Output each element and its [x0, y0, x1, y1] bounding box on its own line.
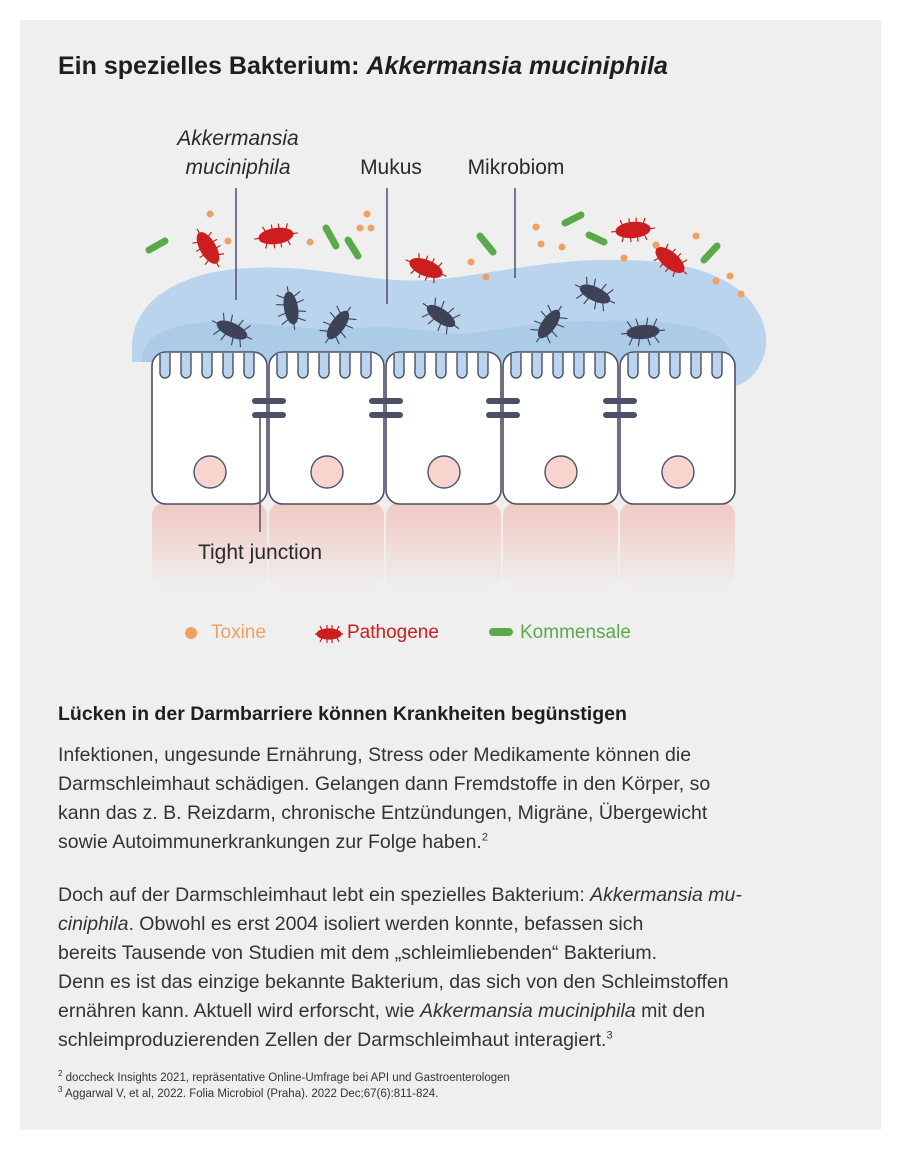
commensal: [589, 235, 604, 242]
subheading: Lücken in der Darmbarriere können Krankheiten begünstigen: [58, 703, 627, 725]
nucleus: [311, 456, 343, 488]
label-akkermansia-line1: Akkermansia: [177, 127, 299, 150]
text-line: [58, 910, 742, 939]
text-line: bereits Tausende von Studien mit dem „schleimliebenden“ Bakterium.: [58, 942, 658, 964]
pathogen-icon: [315, 624, 343, 644]
toxin: [559, 244, 566, 251]
toxin: [468, 259, 475, 266]
tight-junction: [603, 398, 637, 404]
text-fragment: sowie Autoimmunerkrankungen zur Folge haben.: [58, 831, 482, 853]
text-line: Denn es ist das einzige bekannte Bakterium, das sich von den Schleimstoffen: [58, 971, 729, 993]
pathogen: [187, 223, 230, 273]
epithelial-cell: [620, 352, 735, 504]
tight-junction: [369, 398, 403, 404]
pathogen: [253, 221, 300, 251]
gut-barrier-diagram: [20, 100, 880, 600]
text-line: Darmschleimhaut schädigen. Gelangen dann Fremdstoffe in den Körper, so: [58, 773, 711, 795]
cell-shadow: [503, 502, 618, 590]
text-line: [58, 881, 742, 910]
page-title: [58, 52, 668, 81]
commensal-bar-icon: [489, 628, 513, 636]
text-fragment: schleimproduzierenden Zellen der Darmschleimhaut interagiert.: [58, 1029, 607, 1051]
footnote: [58, 1086, 510, 1102]
legend-label-toxine: Toxine: [211, 622, 266, 643]
tight-junction: [486, 398, 520, 404]
toxin: [693, 233, 700, 240]
text-line: [58, 1026, 742, 1055]
toxin: [538, 241, 545, 248]
cell-shadow: [386, 502, 501, 590]
nucleus: [545, 456, 577, 488]
toxin: [364, 211, 371, 218]
epithelial-cells: [152, 352, 735, 504]
tight-junction: [603, 412, 637, 418]
tight-junction: [486, 412, 520, 418]
commensal: [326, 228, 336, 246]
text-line: kann das z. B. Reizdarm, chronische Entzündungen, Migräne, Übergewicht: [58, 802, 708, 824]
title-italic: Akkermansia muciniphila: [366, 52, 668, 80]
toxin: [533, 224, 540, 231]
toxin-dot-icon: [185, 627, 197, 639]
toxin: [225, 238, 232, 245]
paragraph-2: [58, 881, 742, 1055]
footnote-number: 2: [58, 1069, 63, 1079]
pathogen: [610, 216, 656, 244]
label-mikrobiom: Mikrobiom: [467, 156, 565, 179]
label-akkermansia-line2: muciniphila: [185, 156, 291, 179]
footnote-text: doccheck Insights 2021, repräsentative Online-Umfrage bei API und Gastroenterologen: [62, 1072, 510, 1084]
footnote-text: Aggarwal V, et al, 2022. Folia Microbiol (Praha). 2022 Dec;67(6):811-824.: [62, 1088, 439, 1100]
commensal: [565, 215, 581, 223]
text-fragment: mit den: [635, 1000, 706, 1022]
commensal: [480, 236, 493, 252]
toxin: [653, 242, 660, 249]
text-fragment-italic: Akkermansia mu-: [590, 884, 742, 906]
title-main: Ein spezielles Bakterium:: [58, 52, 367, 80]
footnote-number: 3: [58, 1085, 63, 1095]
text-fragment-italic: ciniphila: [58, 913, 129, 935]
footnote-ref: 2: [481, 831, 488, 844]
nucleus: [428, 456, 460, 488]
footnote-ref: 3: [606, 1029, 613, 1042]
text-fragment: ernähren kann. Aktuell wird erforscht, wie: [58, 1000, 421, 1022]
footnote: [58, 1070, 510, 1086]
nucleus: [194, 456, 226, 488]
legend-label-pathogene: Pathogene: [347, 622, 439, 643]
tight-junction: [252, 398, 286, 404]
text-fragment: . Obwohl es erst 2004 isoliert werden konnte, befassen sich: [128, 913, 644, 935]
toxin: [368, 225, 375, 232]
toxin: [621, 255, 628, 262]
label-tight-junction: Tight junction: [197, 541, 323, 564]
toxin: [727, 273, 734, 280]
tight-junction: [252, 412, 286, 418]
footnotes: [58, 1070, 510, 1102]
epithelial-cell: [386, 352, 501, 504]
paragraph-1: [58, 741, 710, 857]
toxin: [307, 239, 314, 246]
text-line: [58, 828, 710, 857]
nucleus: [662, 456, 694, 488]
label-mukus: Mukus: [360, 156, 422, 179]
commensal: [149, 241, 165, 250]
epithelial-cell: [503, 352, 618, 504]
commensal: [348, 240, 358, 256]
toxin: [357, 225, 364, 232]
cell-shadow: [620, 502, 735, 590]
epithelial-cell: [269, 352, 384, 504]
toxin: [713, 278, 720, 285]
epithelial-cell: [152, 352, 267, 504]
text-fragment: Doch auf der Darmschleimhaut lebt ein spezielles Bakterium:: [58, 884, 591, 906]
toxin: [483, 274, 490, 281]
text-line: Infektionen, ungesunde Ernährung, Stress oder Medikamente können die: [58, 744, 692, 766]
text-line: [58, 997, 742, 1026]
commensal: [704, 246, 717, 260]
tight-junction: [369, 412, 403, 418]
legend-label-kommensale: Kommensale: [520, 622, 631, 643]
text-fragment-italic: Akkermansia muciniphila: [420, 1000, 636, 1022]
toxin: [738, 291, 745, 298]
toxin: [207, 211, 214, 218]
